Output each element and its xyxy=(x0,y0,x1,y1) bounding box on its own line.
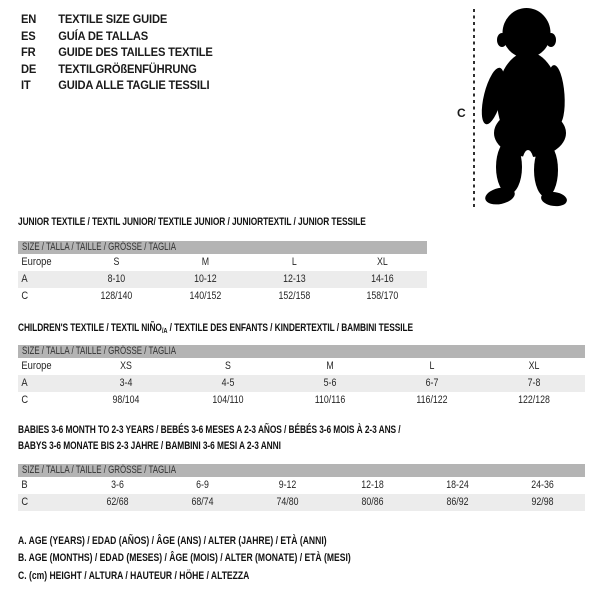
language-code: ES xyxy=(21,28,36,43)
silhouette-right-leg xyxy=(534,143,558,197)
table-cell: S xyxy=(113,256,120,268)
size-header-bar xyxy=(18,464,585,477)
table-cell: 6-9 xyxy=(196,479,209,491)
children-title-prefix: CHILDREN'S TEXTILE / TEXTIL NIÑO xyxy=(18,322,162,334)
silhouette-leg-gap xyxy=(521,150,535,194)
language-label: GUÍA DE TALLAS xyxy=(58,28,148,43)
table-row xyxy=(18,392,585,409)
table-row xyxy=(18,375,585,392)
table-cell: 122/128 xyxy=(518,394,550,406)
table-cell: 152/158 xyxy=(277,290,310,302)
table-cell: 10-12 xyxy=(193,273,217,285)
table-cell: 8-10 xyxy=(107,273,126,285)
silhouette-ear xyxy=(546,33,556,47)
table-cell: 3-4 xyxy=(119,377,133,389)
table-cell: S xyxy=(225,360,231,372)
language-code: FR xyxy=(21,45,36,60)
table-cell: XS xyxy=(120,360,132,372)
table-cell: 98/104 xyxy=(112,394,140,406)
table-cell: 62/68 xyxy=(106,496,129,508)
table-cell: L xyxy=(291,256,297,268)
row-label: B xyxy=(21,479,28,491)
table-cell: 140/152 xyxy=(189,290,222,302)
babies-section-title xyxy=(18,423,401,454)
silhouette-head xyxy=(503,8,551,58)
table-cell: 5-6 xyxy=(323,377,337,389)
table-row xyxy=(18,477,585,494)
children-title-suffix: / TEXTILE DES ENFANTS / KINDERTEXTIL / BAMBINI TESSILE xyxy=(167,322,413,334)
children-section-title xyxy=(18,321,413,339)
size-header-label: SIZE / TALLA / TAILLE / GRÖSSE / TAGLIA xyxy=(22,241,177,253)
language-code: IT xyxy=(21,78,31,93)
table-cell: M xyxy=(326,360,334,372)
language-code: DE xyxy=(21,61,37,76)
size-header-label: SIZE / TALLA / TAILLE / GRÖSSE / TAGLIA xyxy=(22,464,177,476)
table-row xyxy=(18,254,427,271)
table-row xyxy=(18,288,427,305)
table-cell: 80/86 xyxy=(361,496,384,508)
measurement-footnotes xyxy=(18,533,445,585)
language-label: GUIDE DES TAILLES TEXTILE xyxy=(58,45,213,60)
language-label: TEXTILGRÖßENFÜHRUNG xyxy=(58,61,197,76)
table-row xyxy=(18,271,427,288)
table-cell: 92/98 xyxy=(531,496,554,508)
size-table-babies xyxy=(18,464,585,511)
size-header-bar xyxy=(18,345,585,358)
size-table-children xyxy=(18,345,585,409)
table-cell: 7-8 xyxy=(527,377,541,389)
table-cell: 68/74 xyxy=(191,496,214,508)
row-label: A xyxy=(21,273,28,285)
children-title-sub: /A xyxy=(161,326,168,335)
size-header-label: SIZE / TALLA / TAILLE / GRÖSSE / TAGLIA xyxy=(22,345,177,357)
baby-silhouette-icon xyxy=(440,0,600,220)
size-table-junior xyxy=(18,241,427,305)
silhouette-ear xyxy=(497,33,507,47)
footnote-a: A. AGE (YEARS) / EDAD (AÑOS) / ÂGE (ANS) / ALTER (JAHRE) / ETÀ (ANNI) xyxy=(18,535,327,547)
table-cell: 24-36 xyxy=(531,479,554,491)
language-row xyxy=(21,61,213,78)
table-cell: 3-6 xyxy=(111,479,124,491)
junior-section-title: JUNIOR TEXTILE / TEXTIL JUNIOR/ TEXTILE JUNIOR / JUNIORTEXTIL / JUNIOR TESSILE xyxy=(18,216,366,228)
table-cell: 12-18 xyxy=(361,479,384,491)
table-cell: 6-7 xyxy=(425,377,439,389)
table-cell: XL xyxy=(528,360,540,372)
table-cell: M xyxy=(201,256,209,268)
row-label: Europe xyxy=(21,256,52,268)
language-label: TEXTILE SIZE GUIDE xyxy=(58,12,168,26)
row-label: Europe xyxy=(21,360,52,372)
size-header-bar xyxy=(18,241,427,254)
table-cell: 18-24 xyxy=(446,479,469,491)
footnote-c: C. (cm) HEIGHT / ALTURA / HAUTEUR / HÖHE / ALTEZZA xyxy=(18,569,250,582)
table-cell: 104/110 xyxy=(212,394,244,406)
table-cell: XL xyxy=(377,256,389,268)
footnote-b: B. AGE (MONTHS) / EDAD (MESES) / ÂGE (MOIS) / ALTER (MONATE) / ETÀ (MESI) xyxy=(18,552,351,565)
table-cell: 9-12 xyxy=(278,479,297,491)
language-row xyxy=(21,28,213,45)
table-cell: 14-16 xyxy=(371,273,394,285)
silhouette-left-leg xyxy=(496,140,522,194)
language-row xyxy=(21,44,213,61)
row-label: C xyxy=(21,394,29,406)
table-cell: 116/122 xyxy=(416,394,448,406)
babies-title-line1: BABIES 3-6 MONTH TO 2-3 YEARS / BEBÉS 3-6 MESES A 2-3 AÑOS / BÉBÉS 3-6 MOIS À 2-3 ANS / xyxy=(18,424,401,436)
table-cell: 110/116 xyxy=(314,394,346,406)
language-code: EN xyxy=(21,12,37,26)
row-label: C xyxy=(21,290,29,302)
babies-title-line2: BABYS 3-6 MONATE BIS 2-3 JAHRE / BAMBINI 3-6 MESI A 2-3 ANNI xyxy=(18,439,281,452)
table-cell: L xyxy=(429,360,435,372)
language-row xyxy=(21,11,213,28)
row-label: A xyxy=(21,377,28,389)
dimension-label-c: C xyxy=(457,106,466,120)
language-guide-header xyxy=(21,11,227,94)
table-cell: 128/140 xyxy=(100,290,133,302)
table-row xyxy=(18,358,585,375)
language-row xyxy=(21,77,213,94)
table-cell: 4-5 xyxy=(221,377,235,389)
table-cell: 12-13 xyxy=(282,273,306,285)
table-cell: 158/170 xyxy=(366,290,399,302)
language-label: GUIDA ALLE TAGLIE TESSILI xyxy=(58,78,210,93)
table-cell: 86/92 xyxy=(446,496,469,508)
table-row xyxy=(18,494,585,511)
row-label: C xyxy=(21,496,29,508)
table-cell: 74/80 xyxy=(276,496,299,508)
